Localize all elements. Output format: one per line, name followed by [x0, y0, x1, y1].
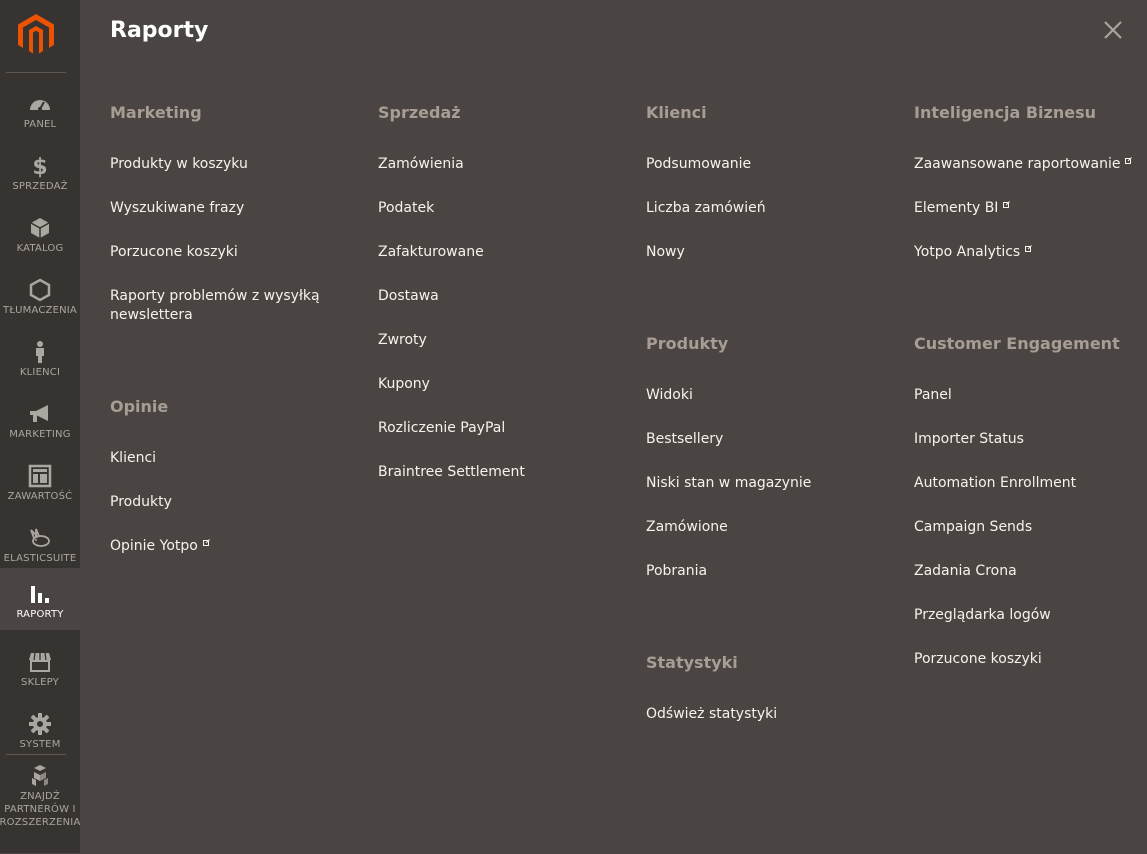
section-title-klienci: Klienci	[646, 103, 707, 122]
menu-link-label: Zaawansowane raportowanie	[914, 156, 1121, 172]
gear-icon	[28, 712, 52, 736]
menu-link-label: Yotpo Analytics	[914, 244, 1021, 260]
menu-link[interactable]: Dostawa	[378, 288, 439, 304]
section-title-marketing: Marketing	[110, 103, 202, 122]
admin-sidebar	[0, 0, 80, 853]
sidebar-item-system[interactable]: SYSTEM	[0, 698, 80, 760]
box-icon	[28, 216, 52, 240]
close-icon[interactable]	[1102, 19, 1124, 41]
menu-link[interactable]: Campaign Sends	[914, 519, 1033, 535]
menu-link[interactable]: Produkty w koszyku	[110, 156, 248, 172]
layout-icon	[28, 464, 52, 488]
menu-link[interactable]: Pobrania	[646, 563, 708, 579]
menu-link[interactable]: Odśwież statystyki	[646, 706, 778, 722]
menu-link[interactable]: Zwroty	[378, 332, 427, 348]
menu-link[interactable]: Porzucone koszyki	[914, 651, 1042, 667]
section-title-sprzedaz: Sprzedaż	[378, 103, 461, 122]
external-link-icon	[1125, 157, 1132, 164]
magento-logo-icon[interactable]	[14, 12, 58, 56]
section-title-statystyki: Statystyki	[646, 653, 738, 672]
menu-link[interactable]: Klienci	[110, 450, 157, 466]
menu-link[interactable]: Podsumowanie	[646, 156, 752, 172]
sidebar-item-raporty[interactable]: RAPORTY	[0, 568, 80, 630]
menu-link[interactable]: Importer Status	[914, 431, 1024, 447]
external-link-icon	[1003, 201, 1010, 208]
dashboard-icon	[28, 92, 52, 116]
menu-link-external[interactable]	[914, 243, 1144, 262]
menu-link[interactable]: Zadania Crona	[914, 563, 1017, 579]
menu-link[interactable]: Wyszukiwane frazy	[110, 200, 245, 216]
sidebar-item-zawartosc[interactable]: ZAWARTOŚĆ	[0, 450, 80, 512]
external-link-icon	[203, 539, 210, 546]
menu-link-label: Elementy BI	[914, 200, 999, 216]
sidebar-divider	[6, 72, 66, 73]
menu-link[interactable]: Zamówione	[646, 519, 728, 535]
section-title-bi: Inteligencja Biznesu	[914, 103, 1096, 122]
menu-link[interactable]: Przeglądarka logów	[914, 607, 1051, 623]
menu-link[interactable]: Zafakturowane	[378, 244, 484, 260]
external-link-icon	[1025, 245, 1032, 252]
page-title: Raporty	[110, 18, 209, 43]
sidebar-item-elasticsuite[interactable]: ELASTICSUITE	[0, 512, 80, 574]
rabbit-icon	[28, 526, 52, 550]
hexagon-icon	[28, 278, 52, 302]
megaphone-icon	[28, 402, 52, 426]
menu-link[interactable]: Automation Enrollment	[914, 475, 1077, 491]
menu-link[interactable]: Podatek	[378, 200, 435, 216]
sidebar-item-klienci[interactable]: KLIENCI	[0, 326, 80, 388]
menu-link-external[interactable]	[914, 155, 1144, 174]
menu-link[interactable]: Braintree Settlement	[378, 464, 525, 480]
section-title-engagement: Customer Engagement	[914, 334, 1120, 353]
sidebar-item-sklepy[interactable]: SKLEPY	[0, 636, 80, 698]
store-icon	[28, 650, 52, 674]
sidebar-item-tlumaczenia[interactable]: TŁUMACZENIA	[0, 264, 80, 326]
menu-link[interactable]: Bestsellery	[646, 431, 724, 447]
person-icon	[28, 340, 52, 364]
menu-link[interactable]: Panel	[914, 387, 952, 403]
menu-link[interactable]: Raporty problemów z wysyłką newslettera	[110, 288, 320, 323]
menu-link[interactable]: Zamówienia	[378, 156, 464, 172]
menu-link[interactable]: Porzucone koszyki	[110, 244, 238, 260]
menu-link[interactable]: Rozliczenie PayPal	[378, 420, 506, 436]
sidebar-item-panel[interactable]: PANEL	[0, 78, 80, 140]
section-title-opinie: Opinie	[110, 397, 169, 416]
menu-link[interactable]: Niski stan w magazynie	[646, 475, 812, 491]
menu-link-external[interactable]	[914, 199, 1144, 218]
svg-text:$: $	[32, 155, 48, 178]
menu-link[interactable]: Nowy	[646, 244, 685, 260]
menu-link-label: Opinie Yotpo	[110, 538, 198, 554]
menu-link[interactable]: Produkty	[110, 494, 172, 510]
sidebar-item-sprzedaz[interactable]: $ SPRZEDAŻ	[12, 155, 68, 192]
blocks-icon	[28, 764, 52, 788]
sidebar-item-marketing[interactable]: MARKETING	[0, 388, 80, 450]
bar-chart-icon	[28, 582, 52, 606]
menu-link[interactable]: Widoki	[646, 387, 693, 403]
dollar-icon	[28, 154, 52, 178]
menu-link[interactable]: Kupony	[378, 376, 430, 392]
menu-link[interactable]: Liczba zamówień	[646, 200, 766, 216]
menu-link-external[interactable]	[110, 537, 340, 556]
section-title-produkty: Produkty	[646, 334, 729, 353]
sidebar-item-katalog[interactable]: KATALOG	[0, 202, 80, 264]
sidebar-item-partnerzy[interactable]: ZNAJDŹ PARTNERÓW I ROZSZERZENIA	[0, 754, 80, 854]
